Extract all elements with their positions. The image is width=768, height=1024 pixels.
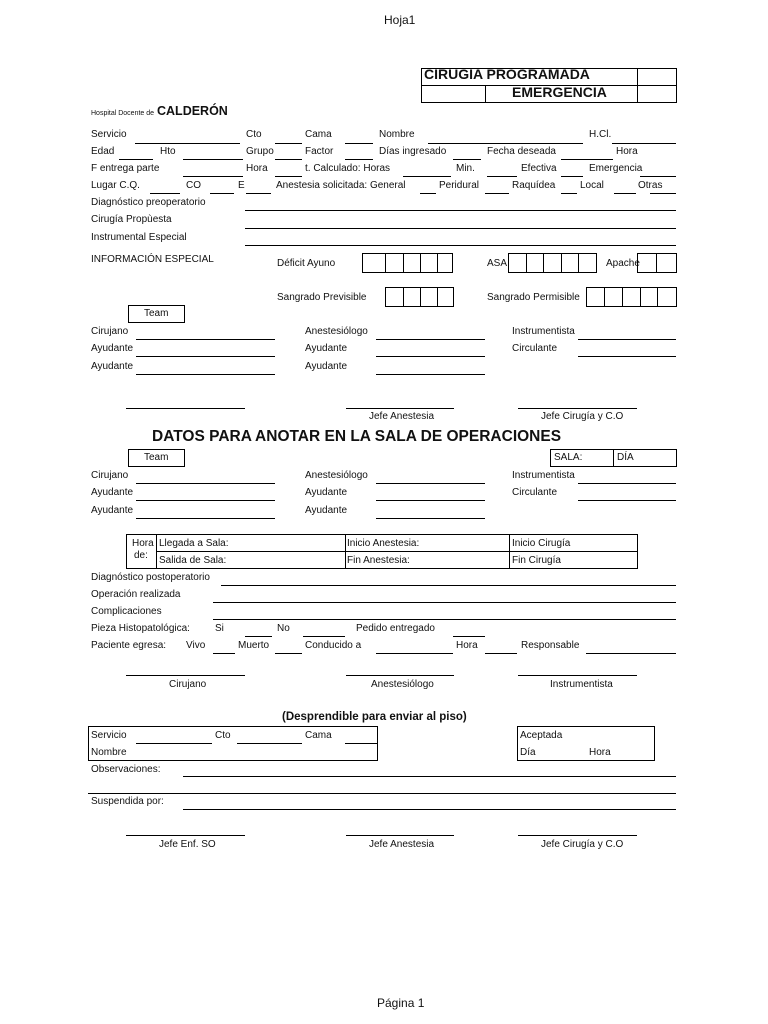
field-instrumental[interactable] [245,245,676,246]
field-peridural[interactable] [485,193,509,194]
label-hto: Hto [160,146,176,157]
sala-team-label: Team [144,452,169,463]
label-raquidea: Raquídea [512,180,556,191]
field-hcl[interactable] [612,143,676,144]
label-sangrado-previsible: Sangrado Previsible [277,292,367,303]
label-sangrado-permisible: Sangrado Permisible [487,292,580,303]
sala-label-circulante: Circulante [512,487,558,498]
label-cirujano: Cirujano [91,326,129,337]
signature-line-anestesiologo[interactable] [346,675,454,676]
field-otras[interactable] [650,193,676,194]
sala-field-circulante[interactable] [578,500,676,501]
label-cama: Cama [305,129,332,140]
signature-line-jefe-enf[interactable] [126,835,245,836]
field-conducido[interactable] [376,653,453,654]
field-cama[interactable] [345,143,373,144]
label-dx-post: Diagnóstico postoperatorio [91,572,210,583]
team-label: Team [144,308,169,319]
sig-cirujano: Cirujano [169,679,207,690]
label-d-servicio: Servicio [91,730,127,741]
label-dia: DÍA [617,452,634,463]
field-si[interactable] [245,636,272,637]
field-observaciones[interactable] [183,776,676,777]
label-co: CO [186,180,201,191]
label-vivo: Vivo [186,640,206,651]
field-ayudante-1[interactable] [136,356,275,357]
label-ayudante-anest-1: Ayudante [305,343,348,354]
label-conducido: Conducido a [305,640,362,651]
field-hora-egreso[interactable] [485,653,517,654]
label-ayudante-1: Ayudante [91,343,134,354]
hospital-prefix: Hospital Docente de [91,110,155,117]
field-min[interactable] [487,176,517,177]
field-nombre[interactable] [428,143,583,144]
label-ayudante-2: Ayudante [91,361,134,372]
label-sala: SALA: [554,452,583,463]
label-d-cama: Cama [305,730,332,741]
label-peridural: Peridural [439,180,480,191]
title-emergencia: EMERGENCIA [512,84,607,100]
desprendible-title: (Desprendible para enviar al piso) [282,711,467,723]
cell-salida[interactable]: Salida de Sala: [159,555,227,566]
label-ayudante-anest-2: Ayudante [305,361,348,372]
label-de: de: [134,550,148,561]
label-edad: Edad [91,146,115,157]
asa-boxes[interactable] [508,253,597,273]
field-cirujano[interactable] [136,339,275,340]
label-deficit-ayuno: Déficit Ayuno [277,258,336,269]
label-min: Min. [456,163,475,174]
label-asa: ASA [487,258,508,269]
cell-inicio-anestesia[interactable]: Inicio Anestesia: [347,538,420,549]
field-f-entrega[interactable] [183,176,243,177]
field-operacion[interactable] [213,602,676,603]
sig-anestesiologo: Anestesiólogo [371,679,434,690]
label-dias-ingresado: Días ingresado [379,146,447,157]
signature-line-jefe-cirugia[interactable] [518,408,637,409]
label-aceptada: Aceptada [520,730,563,741]
label-pedido: Pedido entregado [356,623,435,634]
sala-field-ayudante-anest-1[interactable] [376,500,485,501]
label-hora-entrega: Hora [246,163,268,174]
signature-line-d-jefe-anestesia[interactable] [346,835,454,836]
signature-line-cirujano[interactable] [126,675,245,676]
page-header: Hoja1 [384,13,416,27]
sala-label-ayudante-anest-2: Ayudante [305,505,348,516]
field-factor[interactable] [345,159,373,160]
sala-label-ayudante-1: Ayudante [91,487,134,498]
label-fecha-deseada: Fecha deseada [487,146,556,157]
field-ayudante-anest-2[interactable] [376,374,485,375]
label-egresa: Paciente egresa: [91,640,167,651]
label-anestesiologo: Anestesiólogo [305,326,368,337]
sala-field-cirujano[interactable] [136,483,275,484]
label-factor: Factor [305,146,334,157]
apache-boxes[interactable] [637,253,677,273]
field-complicaciones[interactable] [213,619,676,620]
label-hora: Hora [616,146,638,157]
label-f-entrega: F entrega parte [91,163,160,174]
sala-field-instrumentista[interactable] [578,483,676,484]
field-responsable[interactable] [586,653,676,654]
field-pedido[interactable] [453,636,485,637]
label-instrumental: Instrumental Especial [91,232,187,243]
label-cto: Cto [246,129,262,140]
label-circulante: Circulante [512,343,558,354]
field-co[interactable] [210,193,234,194]
field-hora-entrega[interactable] [275,176,302,177]
field-circulante[interactable] [578,356,676,357]
deficit-ayuno-boxes[interactable] [362,253,453,273]
field-e[interactable] [246,193,271,194]
label-emergencia: Emergencia [589,163,643,174]
cell-llegada[interactable]: Llegada a Sala: [159,538,229,549]
field-general[interactable] [420,193,436,194]
sala-label-cirujano: Cirujano [91,470,129,481]
sala-label-anestesiologo: Anestesiólogo [305,470,368,481]
label-anestesia-general: Anestesia solicitada: General [276,180,406,191]
sangrado-permisible-boxes[interactable] [586,287,677,307]
label-pieza: Pieza Histopatológica: [91,623,190,634]
field-suspendida[interactable] [183,809,676,810]
sala-label-ayudante-anest-1: Ayudante [305,487,348,498]
cell-fin-anestesia[interactable]: Fin Anestesia: [347,555,410,566]
field-cto[interactable] [275,143,302,144]
label-servicio: Servicio [91,129,127,140]
sala-field-ayudante-2[interactable] [136,518,275,519]
sig-jefe-cirugia: Jefe Cirugía y C.O [541,411,624,422]
sala-label-instrumentista: Instrumentista [512,470,575,481]
field-anestesiologo[interactable] [376,339,485,340]
label-nombre: Nombre [379,129,415,140]
label-otras: Otras [638,180,663,191]
label-local: Local [580,180,604,191]
field-d-servicio[interactable] [136,743,212,744]
label-grupo: Grupo [246,146,274,157]
label-info-especial: INFORMACIÓN ESPECIAL [91,254,214,265]
field-hto[interactable] [183,159,243,160]
field-cirugia-propuesta[interactable] [245,228,676,229]
field-dx-post[interactable] [221,585,676,586]
label-instrumentista: Instrumentista [512,326,575,337]
sig-d-jefe-anestesia: Jefe Anestesia [369,839,435,850]
label-d-dia: Día [520,747,536,758]
label-hora-egreso: Hora [456,640,478,651]
label-dx-pre: Diagnóstico preoperatorio [91,197,206,208]
sig-instrumentista: Instrumentista [550,679,613,690]
sala-field-anestesiologo[interactable] [376,483,485,484]
field-dias-ingresado[interactable] [453,159,481,160]
page-footer: Página 1 [377,996,425,1010]
sala-title: DATOS PARA ANOTAR EN LA SALA DE OPERACIONES [152,428,562,445]
label-d-cto: Cto [215,730,231,741]
field-d-cama[interactable] [345,743,378,744]
label-cirugia-propuesta: Cirugía Propùesta [91,214,172,225]
desprendible-left-box [88,726,378,761]
field-efectiva[interactable] [561,176,583,177]
label-muerto: Muerto [238,640,270,651]
signature-line-d-jefe-cirugia[interactable] [518,835,637,836]
cell-inicio-cirugia[interactable]: Inicio Cirugía [512,538,571,549]
label-suspendida: Suspendida por: [91,796,164,807]
field-local[interactable] [614,193,636,194]
field-dx-pre[interactable] [245,210,676,211]
label-no: No [277,623,290,634]
sala-field-ayudante-anest-2[interactable] [376,518,485,519]
field-no[interactable] [303,636,345,637]
sig-jefe-anestesia: Jefe Anestesia [369,411,435,422]
field-raquidea[interactable] [561,193,577,194]
signature-line-instrumentista[interactable] [518,675,637,676]
field-grupo[interactable] [275,159,302,160]
sala-label-ayudante-2: Ayudante [91,505,134,516]
field-t-calculado-horas[interactable] [403,176,451,177]
label-e: E [238,180,245,191]
field-cq[interactable] [150,193,180,194]
hospital-name: CALDERÓN [157,104,228,118]
sig-d-jefe-cirugia: Jefe Cirugía y C.O [541,839,624,850]
label-operacion: Operación realizada [91,589,181,600]
label-hora: Hora [132,538,154,549]
field-emergencia[interactable] [640,176,676,177]
cell-fin-cirugia[interactable]: Fin Cirugía [512,555,561,566]
label-efectiva: Efectiva [521,163,557,174]
field-observaciones-2[interactable] [88,793,676,794]
label-d-nombre: Nombre [91,747,127,758]
field-servicio[interactable] [135,143,240,144]
field-ayudante-anest-1[interactable] [376,356,485,357]
field-ayudante-2[interactable] [136,374,275,375]
label-hcl: H.Cl. [589,129,612,140]
label-observaciones: Observaciones: [91,764,161,775]
label-complicaciones: Complicaciones [91,606,162,617]
field-vivo[interactable] [213,653,235,654]
field-muerto[interactable] [275,653,302,654]
sala-field-ayudante-1[interactable] [136,500,275,501]
label-lugar-cq: Lugar C.Q. [91,180,140,191]
label-d-hora: Hora [589,747,611,758]
label-apache: Apache [606,258,640,269]
signature-line-jefe-anestesia[interactable] [346,408,454,409]
signature-line[interactable] [126,408,245,409]
title-programada: CIRUGIA PROGRAMADA [424,66,590,82]
field-edad[interactable] [119,159,153,160]
sig-jefe-enf: Jefe Enf. SO [159,839,216,850]
label-si: Si [215,623,224,634]
field-instrumentista[interactable] [578,339,676,340]
label-responsable: Responsable [521,640,580,651]
label-t-calculado: t. Calculado: Horas [305,163,391,174]
field-fecha-deseada[interactable] [561,159,613,160]
field-d-cto[interactable] [237,743,302,744]
